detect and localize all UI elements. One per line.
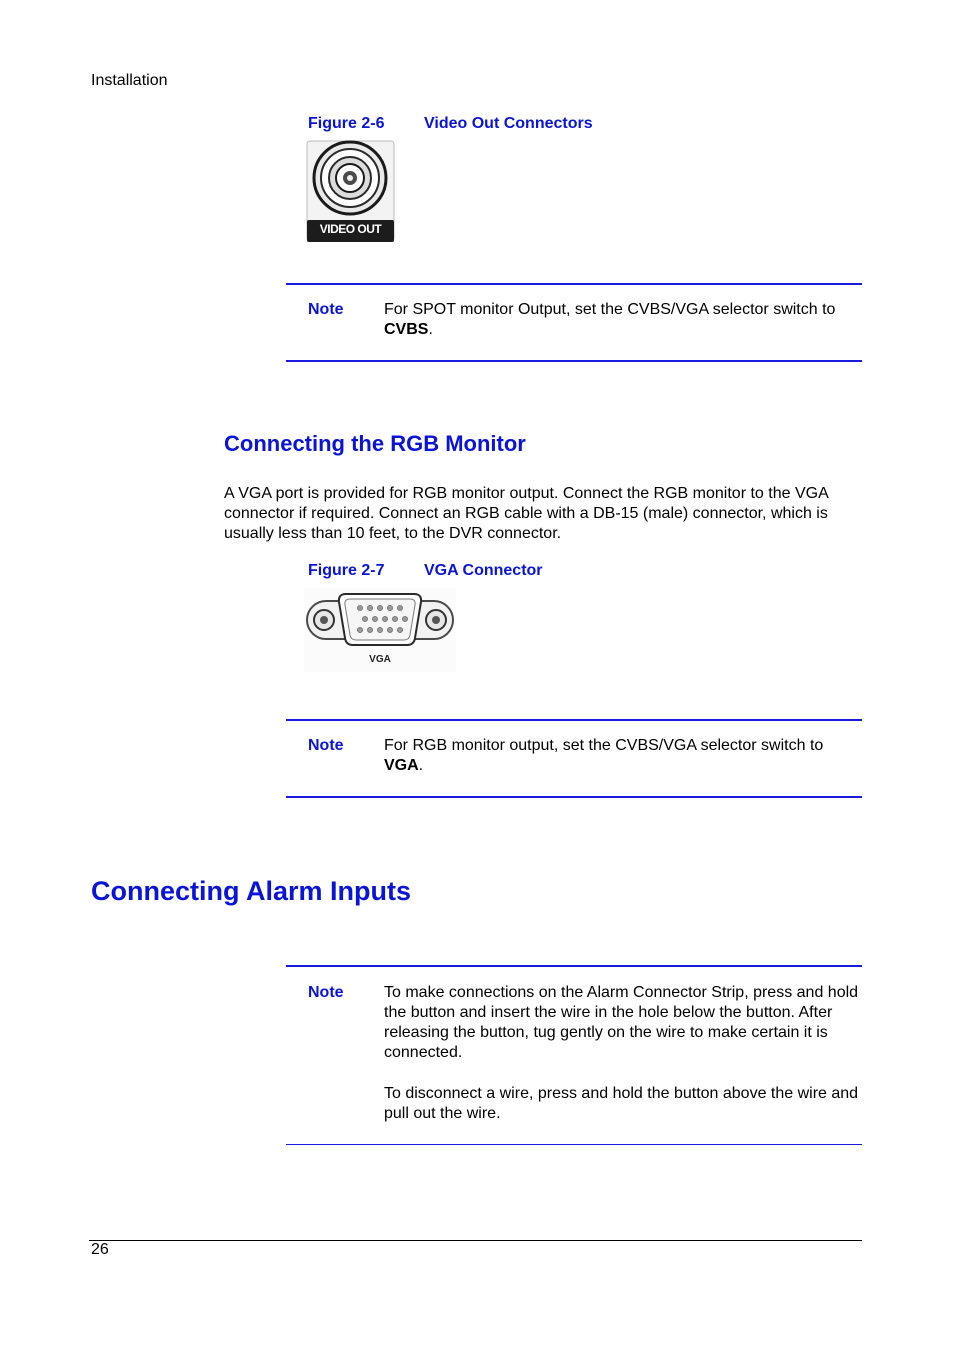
- note-1-bottom-rule: [286, 360, 862, 362]
- running-header: Installation: [91, 72, 168, 89]
- vga-label: VGA: [369, 654, 391, 665]
- note-3-top-rule: [286, 965, 862, 967]
- note-3-label: Note: [308, 984, 344, 1001]
- note-1-bold: CVBS: [384, 321, 429, 338]
- note-2-bold: VGA: [384, 757, 419, 774]
- note-3-paragraph-1: To make connections on the Alarm Connector Strip, press and hold the button and insert the wire in the hole below the button. After releasing the button, tug gently on the wire to make certain it is connected.: [384, 984, 859, 1061]
- footer-rule: [89, 1240, 862, 1241]
- note-2-text: [384, 736, 862, 776]
- note-3-bottom-rule: [286, 1144, 862, 1145]
- note-2-body: For RGB monitor output, set the CVBS/VGA selector switch to: [384, 737, 824, 754]
- note-1-label: Note: [308, 301, 344, 318]
- note-2-top-rule: [286, 719, 862, 721]
- alarm-section-heading: Connecting Alarm Inputs: [91, 876, 412, 906]
- vga-connector-image: [304, 588, 456, 672]
- note-1-text: [384, 300, 862, 340]
- note-2-label: Note: [308, 737, 344, 754]
- figure-2-7-number: Figure 2-7: [308, 562, 385, 579]
- note-2-bottom-rule: [286, 796, 862, 798]
- rgb-section-paragraph: A VGA port is provided for RGB monitor output. Connect the RGB monitor to the VGA connector if required. Connect an RGB cable with a DB-15 (male) connector, which is usually less than 10 feet, to the DVR connector.: [224, 485, 828, 542]
- video-out-label: VIDEO OUT: [319, 222, 382, 236]
- note-2-end: .: [418, 757, 424, 774]
- note-1-end: .: [428, 321, 433, 338]
- video-out-connector-image: [306, 140, 395, 243]
- note-1-body: For SPOT monitor Output, set the CVBS/VGA selector switch to: [384, 301, 836, 318]
- note-3-paragraph-2: To disconnect a wire, press and hold the button above the wire and pull out the wire.: [384, 1085, 859, 1122]
- page-number: 26: [91, 1241, 109, 1258]
- figure-2-7-title: VGA Connector: [424, 562, 543, 579]
- note-1-top-rule: [286, 283, 862, 285]
- rgb-section-heading: Connecting the RGB Monitor: [224, 431, 526, 456]
- figure-2-6-title: Video Out Connectors: [424, 115, 593, 132]
- figure-2-6-number: Figure 2-6: [308, 115, 385, 132]
